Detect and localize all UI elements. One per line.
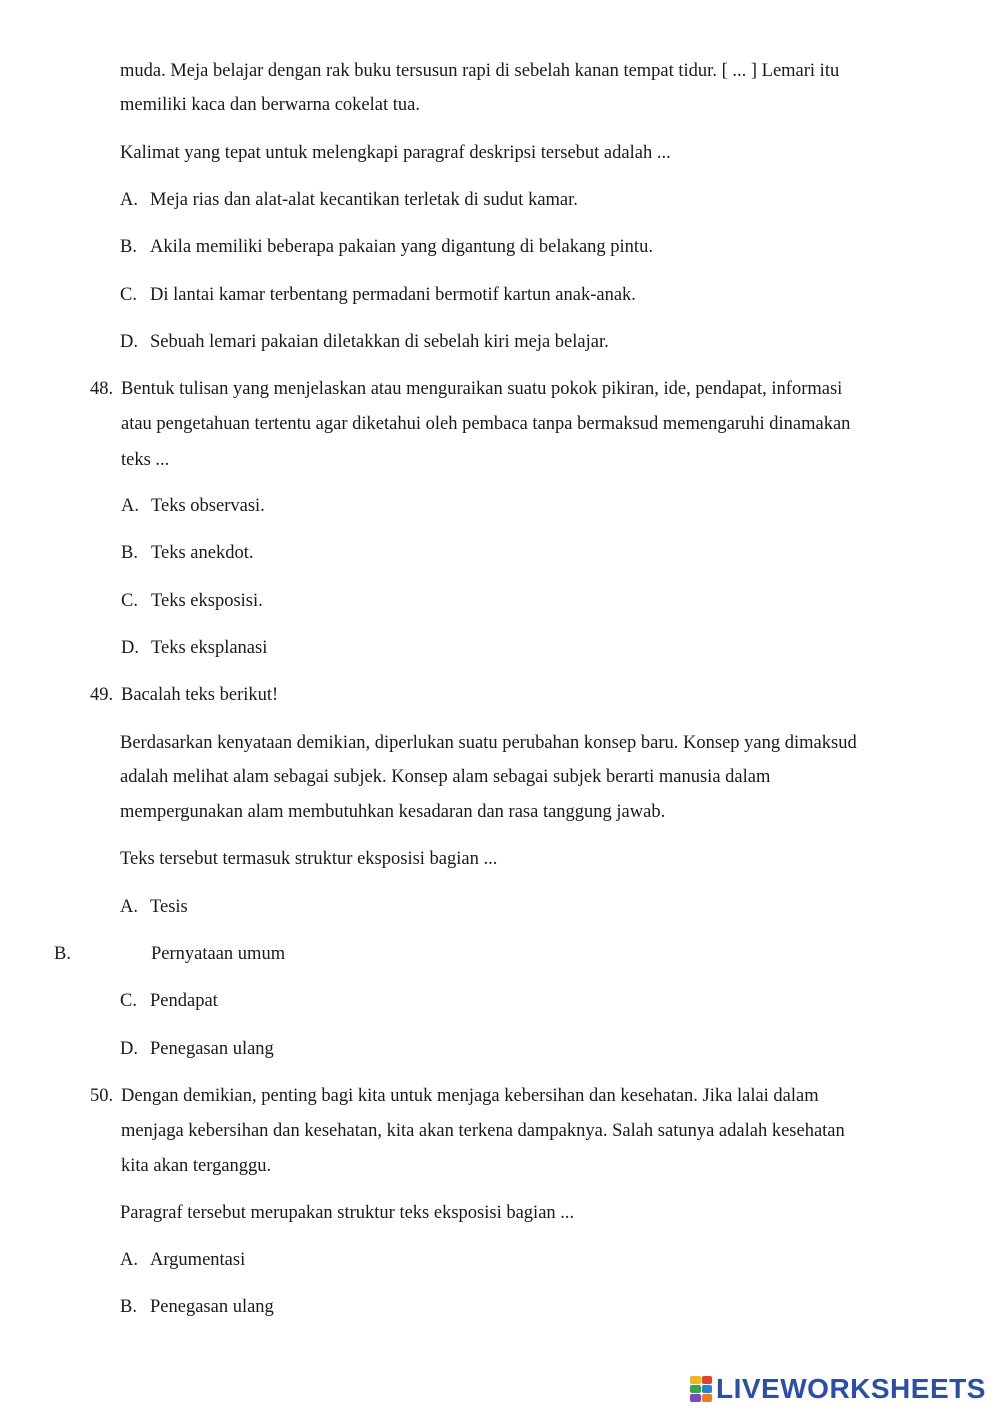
option-letter: A. [120,190,138,210]
option-letter: D. [120,332,138,352]
option-letter: B. [120,1297,137,1317]
option-text: Teks observasi. [151,496,265,516]
option-text: Pernyataan umum [151,944,286,964]
option-letter: A. [121,496,139,516]
q49-number: 49. [90,685,114,705]
option-text: Meja rias dan alat-alat kecantikan terletak di sudut kamar. [150,190,578,210]
option-text: Teks eksplanasi [151,638,268,658]
option-text: Teks eksposisi. [151,591,263,611]
option-letter: D. [120,1039,138,1059]
q50-number: 50. [90,1086,114,1106]
liveworksheets-logo-text: LIVEWORKSHEETS [716,1373,986,1404]
option-text: Akila memiliki beberapa pakaian yang digantung di belakang pintu. [150,237,653,257]
option-letter: B. [121,543,138,563]
q49-question: Bacalah teks berikut! [121,685,279,705]
q49-passage-line-3: mempergunakan alam membutuhkan kesadaran dan rasa tanggung jawab. [120,802,666,822]
q47-prompt: Kalimat yang tepat untuk melengkapi paragraf deskripsi tersebut adalah ... [120,143,671,163]
q49-passage-line-1: Berdasarkan kenyataan demikian, diperlukan suatu perubahan konsep baru. Konsep yang dimaksud [120,733,857,753]
option-text: Sebuah lemari pakaian diletakkan di sebelah kiri meja belajar. [150,332,609,352]
option-letter: D. [121,638,139,658]
option-letter: B. [54,944,71,964]
liveworksheets-logo-icon [690,1376,712,1402]
q47-paragraph-line-1: muda. Meja belajar dengan rak buku tersusun rapi di sebelah kanan tempat tidur. [ ... ] Lemari itu [120,61,840,81]
q48-number: 48. [90,379,114,399]
q50-question-line-3: kita akan terganggu. [121,1156,272,1176]
q49-prompt: Teks tersebut termasuk struktur eksposisi bagian ... [120,849,498,869]
q48-question-line-2: atau pengetahuan tertentu agar diketahui oleh pembaca tanpa bermaksud memengaruhi dinamakan [121,414,851,434]
option-text: Penegasan ulang [150,1297,274,1317]
option-letter: C. [120,991,137,1011]
option-letter: A. [120,897,138,917]
option-text: Argumentasi [150,1250,246,1270]
q47-paragraph-line-2: memiliki kaca dan berwarna cokelat tua. [120,95,420,115]
q49-passage-line-2: adalah melihat alam sebagai subjek. Konsep alam sebagai subjek berarti manusia dalam [120,767,771,787]
option-text: Di lantai kamar terbentang permadani bermotif kartun anak-anak. [150,285,636,305]
q48-question-line-3: teks ... [121,450,170,470]
q48-question-line-1: Bentuk tulisan yang menjelaskan atau menguraikan suatu pokok pikiran, ide, pendapat, informasi [121,379,843,399]
q50-question-line-1: Dengan demikian, penting bagi kita untuk menjaga kebersihan dan kesehatan. Jika lalai dalam [121,1086,819,1106]
option-text: Pendapat [150,991,218,1011]
option-text: Tesis [150,897,188,917]
q50-question-line-2: menjaga kebersihan dan kesehatan, kita akan terkena dampaknya. Salah satunya adalah kesehatan [121,1121,845,1141]
option-text: Penegasan ulang [150,1039,274,1059]
q50-prompt: Paragraf tersebut merupakan struktur teks eksposisi bagian ... [120,1203,575,1223]
liveworksheets-logo [690,1373,986,1405]
option-text: Teks anekdot. [151,543,254,563]
option-letter: B. [120,237,137,257]
option-letter: A. [120,1250,138,1270]
option-letter: C. [121,591,138,611]
option-letter: C. [120,285,137,305]
